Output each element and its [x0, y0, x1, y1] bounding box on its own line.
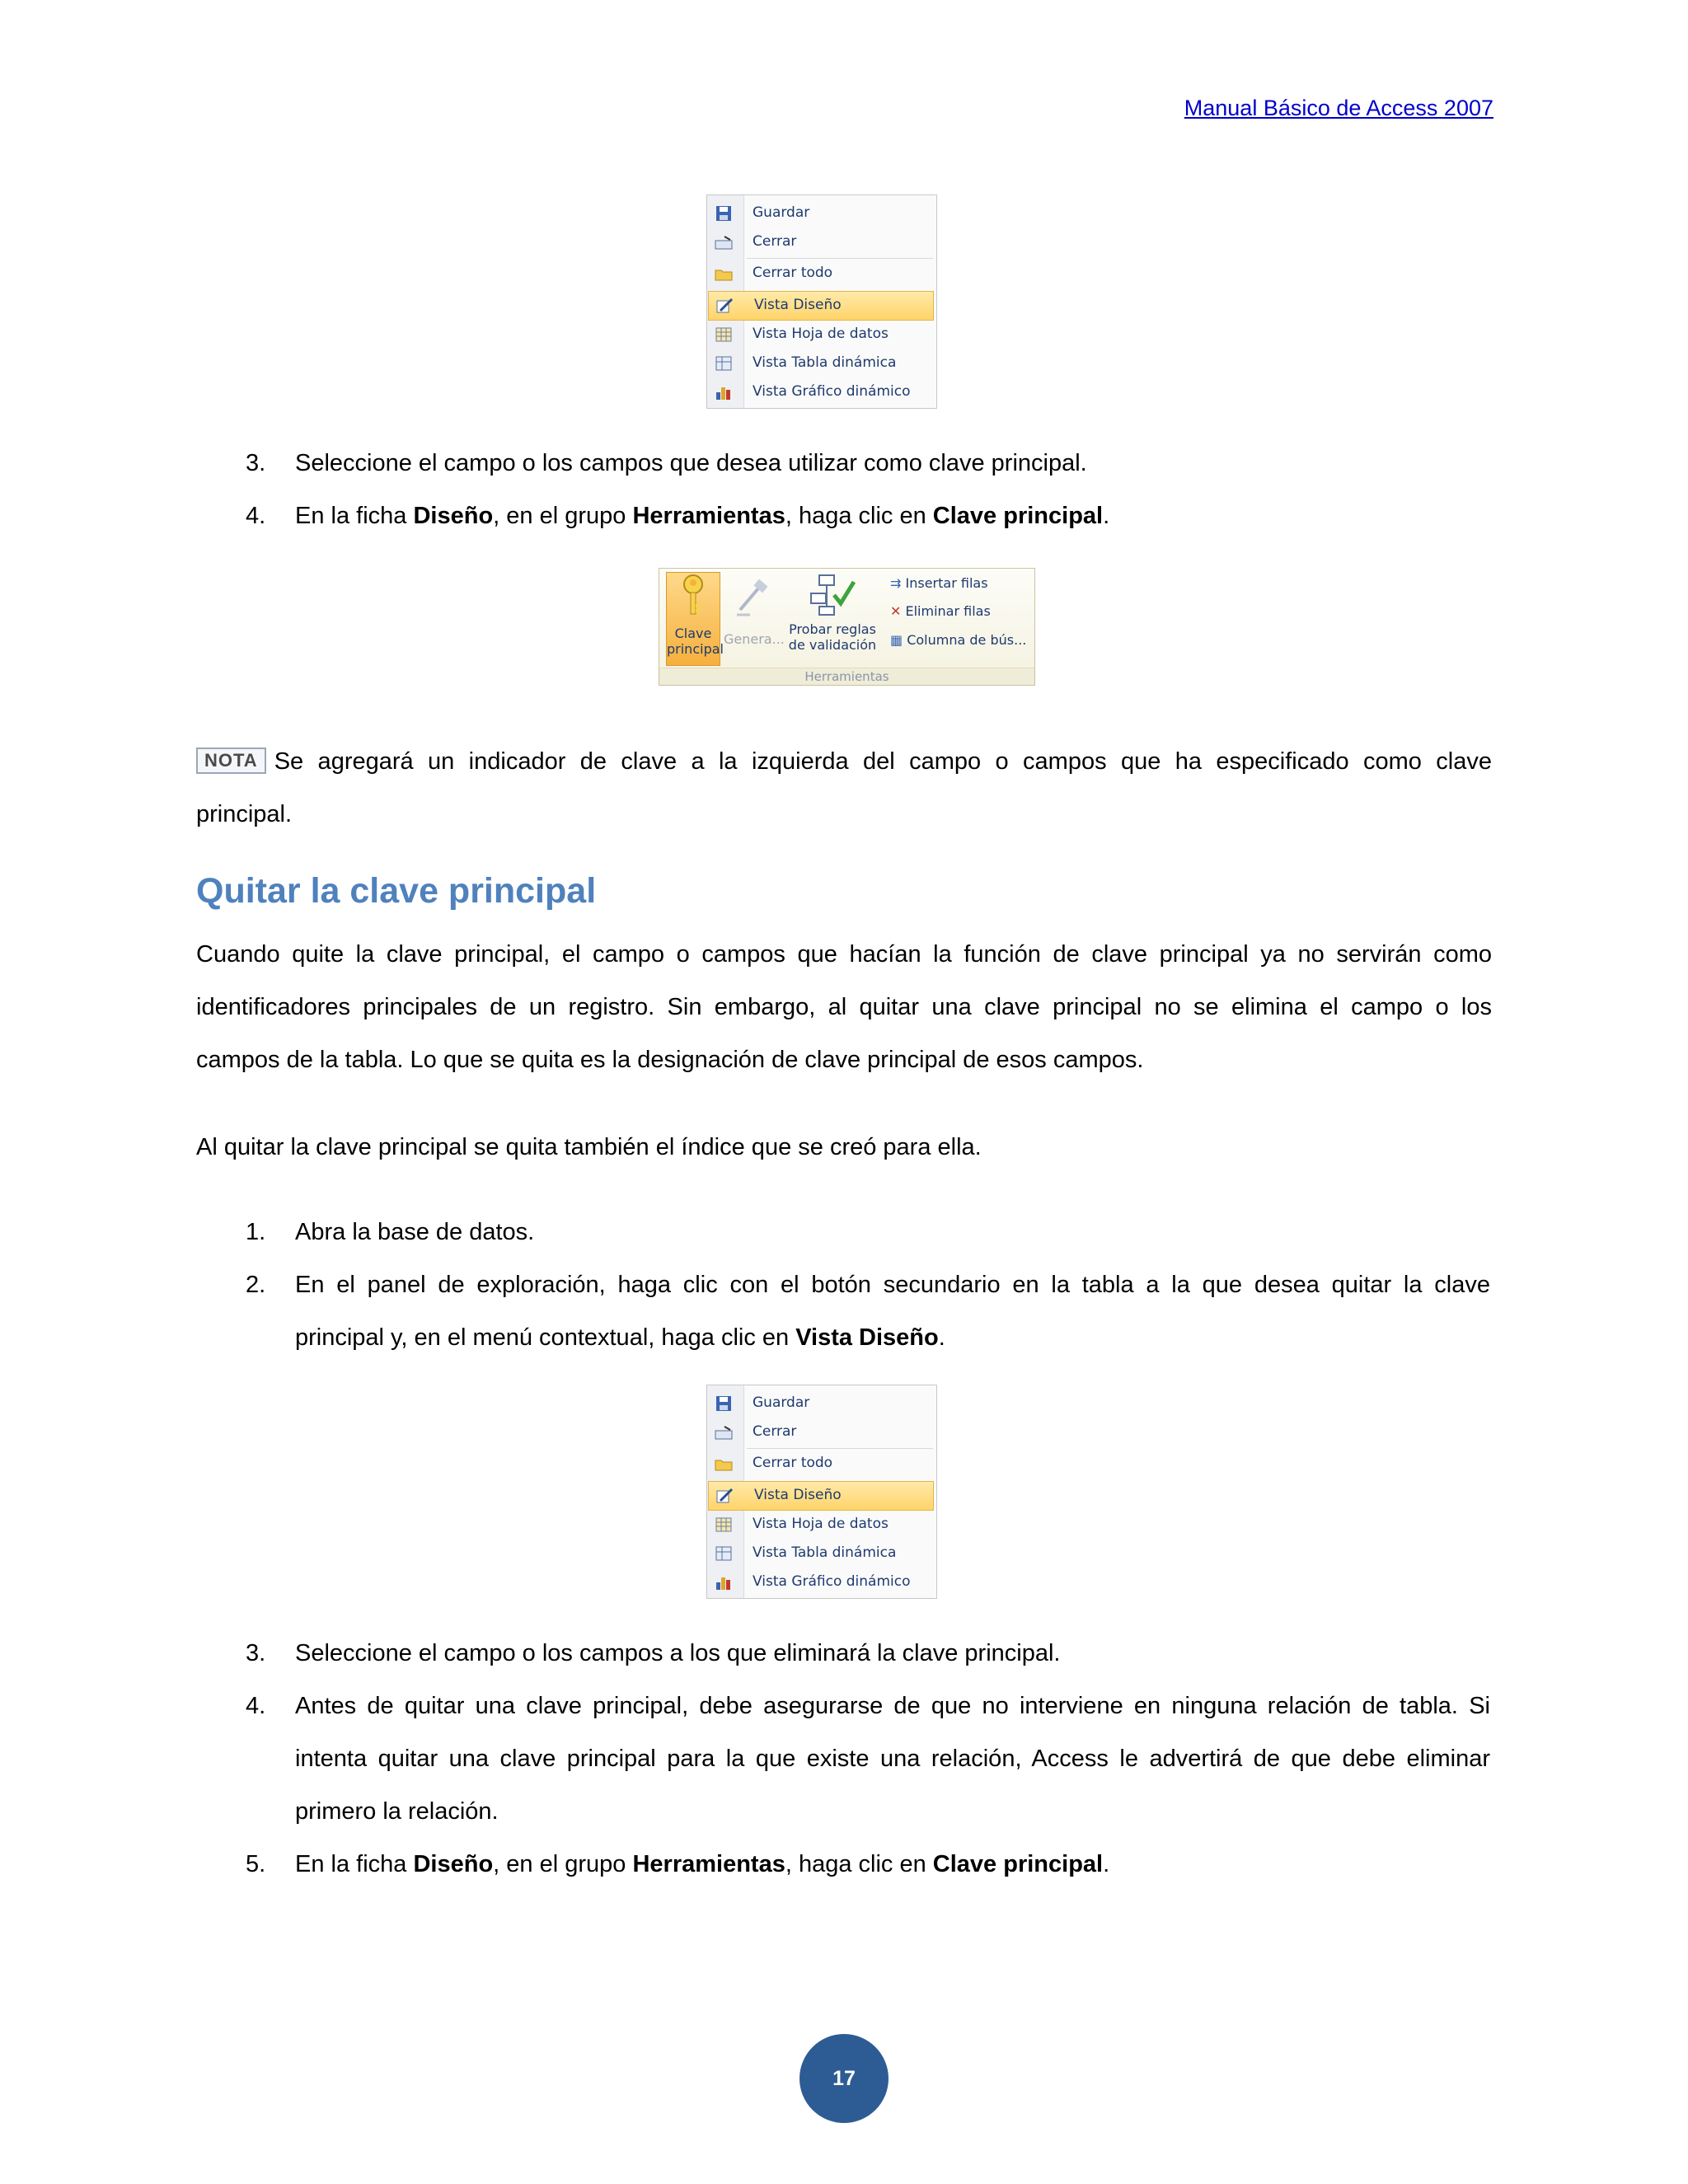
menu-item-guardar[interactable]: Guardar	[707, 1390, 935, 1418]
paragraph-line: identificadores principales de un registro. Sin embargo, al quitar una clave principal no se elimina el campo o los	[196, 994, 1492, 1020]
menu-item-vista-tabla-dinamica[interactable]: Vista Tabla dinámica	[707, 1540, 935, 1568]
section-heading: Quitar la clave principal	[196, 871, 597, 911]
save-icon	[715, 1395, 733, 1412]
key-icon	[677, 573, 710, 622]
menu-item-cerrar[interactable]: Cerrar	[707, 228, 935, 256]
menu-item-vista-grafico-dinamico[interactable]: Vista Gráfico dinámico	[707, 378, 935, 406]
save-icon	[715, 205, 733, 222]
menu-item-cerrar-todo[interactable]: Cerrar todo	[707, 1450, 935, 1478]
eliminar-filas-button[interactable]: ✕ Eliminar filas	[890, 603, 991, 619]
menu-item-vista-diseno[interactable]: Vista Diseño	[708, 291, 934, 321]
clave-principal-button[interactable]: Clave principal	[666, 572, 720, 666]
menu-item-cerrar[interactable]: Cerrar	[707, 1418, 935, 1446]
menu-item-vista-hoja-datos[interactable]: Vista Hoja de datos	[707, 1511, 935, 1539]
design-view-icon	[716, 298, 734, 314]
generar-button[interactable]: Genera...	[724, 577, 781, 647]
menu-item-vista-tabla-dinamica[interactable]: Vista Tabla dinámica	[707, 349, 935, 377]
header-manual-link[interactable]: Manual Básico de Access 2007	[1184, 96, 1493, 120]
insert-rows-icon: ⇉	[890, 575, 902, 591]
ribbon-herramientas-screenshot	[659, 568, 1035, 686]
design-view-icon	[716, 1488, 734, 1504]
columna-busqueda-button[interactable]: ▦ Columna de bús...	[890, 632, 1027, 648]
folder-icon	[715, 265, 733, 282]
nota-badge: NOTA	[196, 748, 266, 774]
paragraph-line: Cuando quite la clave principal, el campo o campos que hacían la función de clave principal ya no servirán como	[196, 941, 1492, 968]
menu-item-vista-hoja-datos[interactable]: Vista Hoja de datos	[707, 321, 935, 349]
ribbon-group-label: Herramientas	[659, 668, 1034, 685]
paragraph-line: campos de la tabla. Lo que se quita es la designación de clave principal de esos campos.	[196, 1047, 1144, 1073]
pivot-chart-icon	[715, 384, 733, 401]
pivot-table-icon	[715, 355, 733, 372]
datasheet-icon	[715, 326, 733, 343]
validation-rules-icon	[808, 572, 857, 618]
context-menu-screenshot	[706, 1385, 937, 1599]
close-document-icon	[715, 234, 733, 251]
nota-paragraph: NOTA Se agregará un indicador de clave a la izquierda del campo o campos que ha especificado como clave	[196, 735, 1492, 788]
datasheet-icon	[715, 1516, 733, 1533]
folder-icon	[715, 1455, 733, 1472]
delete-rows-icon: ✕	[890, 603, 902, 619]
pivot-table-icon	[715, 1545, 733, 1562]
menu-item-vista-diseno[interactable]: Vista Diseño	[708, 1481, 934, 1511]
context-menu-screenshot	[706, 194, 937, 409]
nota-continuation: principal.	[196, 801, 293, 827]
menu-item-vista-grafico-dinamico[interactable]: Vista Gráfico dinámico	[707, 1568, 935, 1596]
insertar-filas-button[interactable]: ⇉ Insertar filas	[890, 575, 988, 591]
menu-item-cerrar-todo[interactable]: Cerrar todo	[707, 260, 935, 288]
lookup-column-icon: ▦	[890, 632, 903, 648]
menu-item-guardar[interactable]: Guardar	[707, 199, 935, 227]
pivot-chart-icon	[715, 1574, 733, 1591]
close-document-icon	[715, 1424, 733, 1441]
probar-reglas-button[interactable]: Probar reglas de validación	[787, 572, 878, 653]
page-number-badge: 17	[799, 2034, 889, 2123]
document-page: Manual Básico de Access 2007 Guardar Cerrar Cerrar todo Vista Diseño Vista Hoja de datos Vista Tabla dinámica Vista Gráfico dinámico 3. Seleccione el campo o los campos que desea utilizar como clave principal. 4. En la ficha Diseño, en el grupo Herramientas, haga clic en Clave principal. Clave principal Genera... Probar reglas de validación ⇉ Insertar filas ✕ Eliminar filas ▦ Columna de bús... Herramientas NOTA Se agregará un indicador de clave a la izquierda del campo o campos que ha especificado como clave principal. Quitar la clave principal Cuando quite la clave principal, el campo o campos que hacían la función de clave principal ya no servirán como identificadores principales de un registro. Sin embargo, al quitar una clave principal no se elimina el campo o los campos de la tabla. Lo que se quita es la designación de clave principal de esos campos. Al quitar la clave principal se quita también el índice que se creó para ella. 1. Abra la base de datos. 2. En el panel de exploración, haga clic con el botón secundario en la tabla a la que desea quitar la clave principal y, en el menú contextual, haga clic en Vista Diseño. Guardar Cerrar Cerrar todo Vista Diseño Vista Hoja de datos Vista Tabla dinámica Vista Gráfico dinámico 3. Seleccione el campo o los campos a los que eliminará la clave principal. 4. Antes de quitar una clave principal, debe asegurarse de que no interviene en ninguna relación de tabla. Si intenta quitar una clave principal para la que existe una relación, Access le advertirá de que debe eliminar primero la relación. 5. En la ficha Diseño, en el grupo Herramientas, haga clic en Clave principal. 17	[0, 0, 1688, 2184]
builder-icon	[734, 577, 771, 620]
paragraph: Al quitar la clave principal se quita también el índice que se creó para ella.	[196, 1134, 982, 1160]
